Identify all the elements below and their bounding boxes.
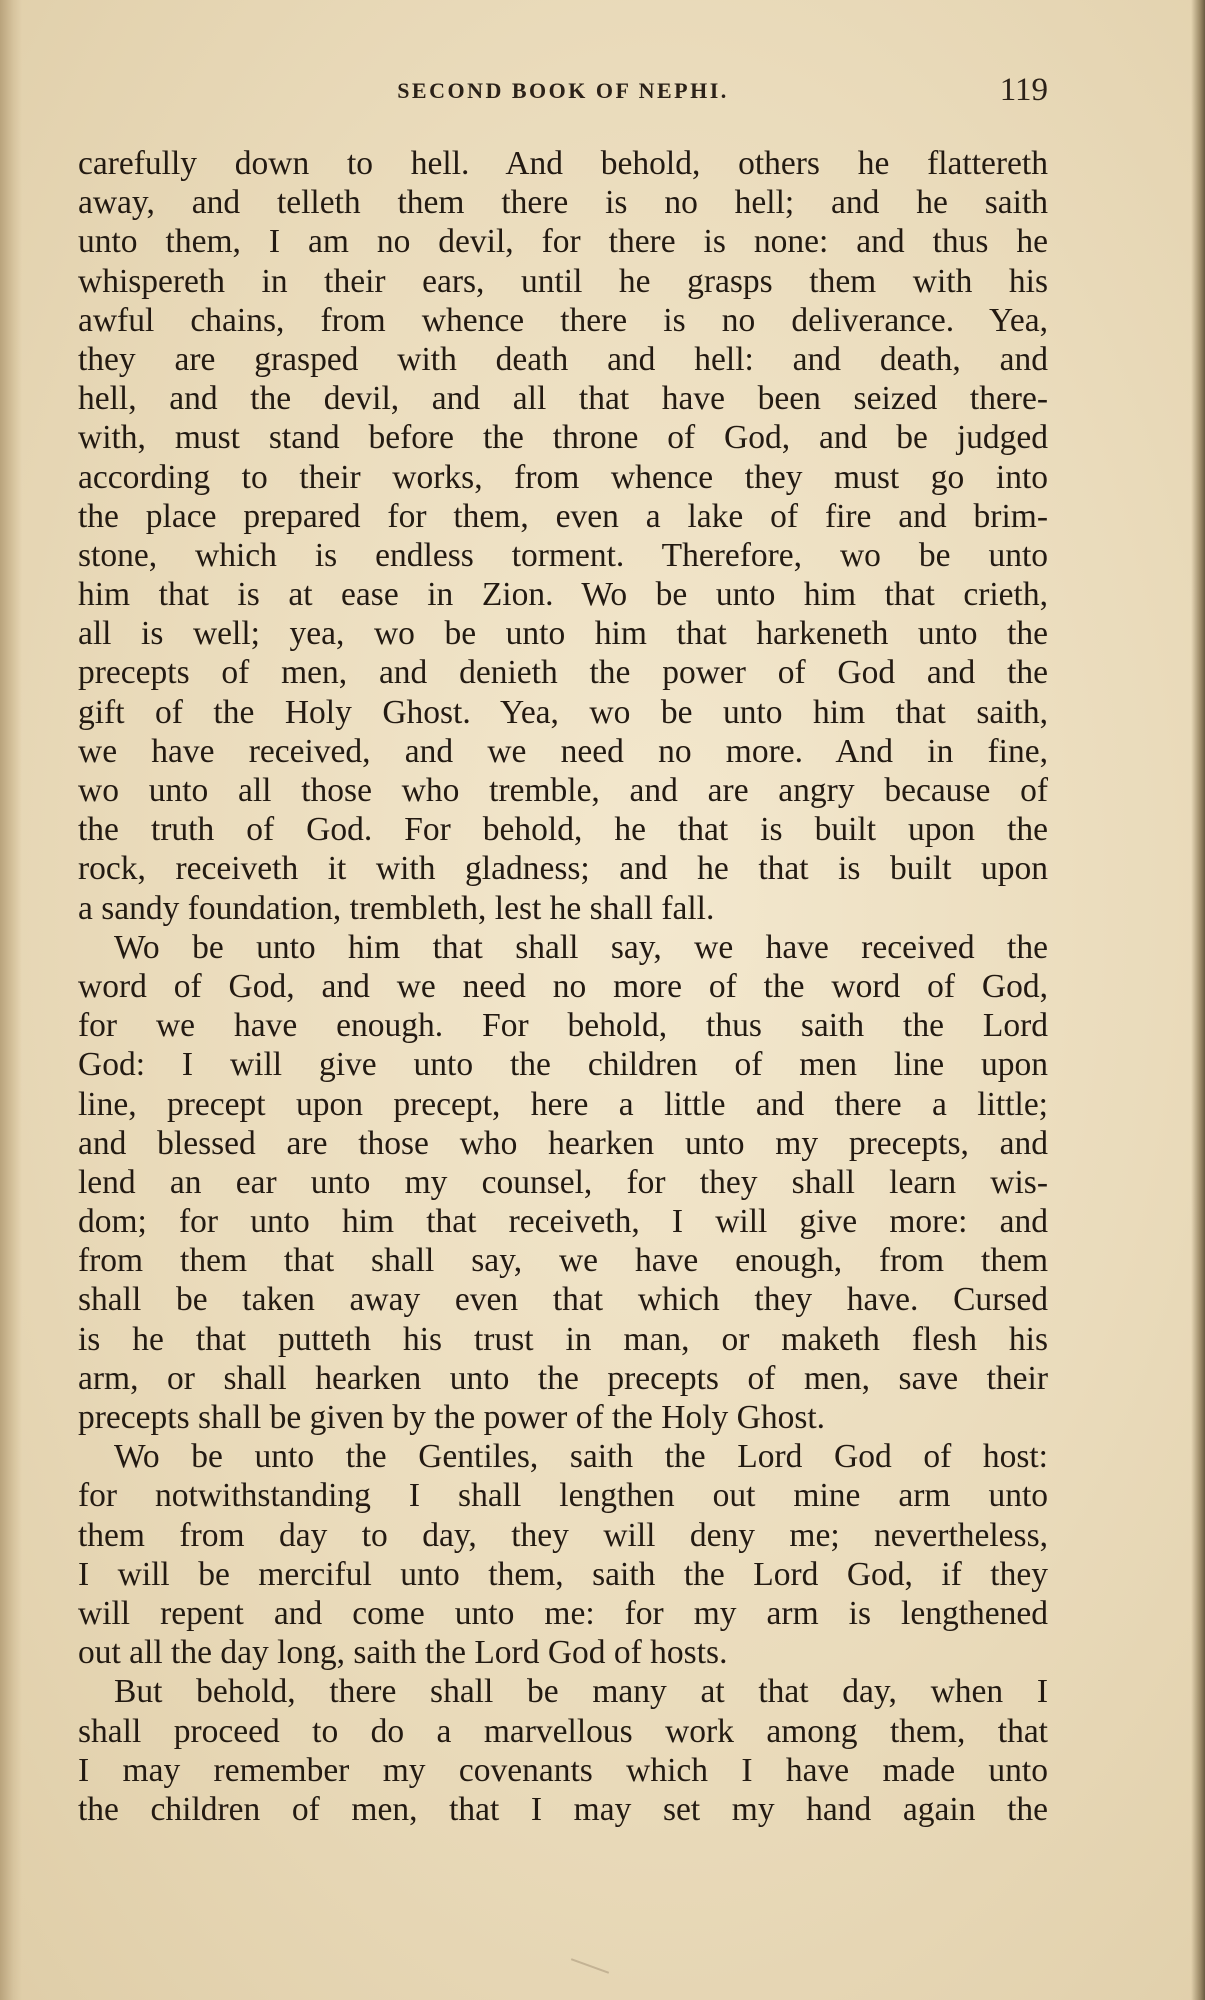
paper-blemish	[571, 1958, 609, 1974]
text-line: stone, which is endless torment. Therefore, wo be unto	[78, 536, 1048, 574]
text-line: all is well; yea, wo be unto him that harkeneth unto the	[78, 615, 1048, 653]
body-text	[78, 144, 1048, 1829]
text-line: shall proceed to do a marvellous work among them, that	[78, 1712, 1048, 1750]
text-line: the place prepared for them, even a lake of fire and brim-	[78, 497, 1048, 535]
page-right-edge	[1191, 0, 1205, 2000]
page-left-edge	[0, 0, 22, 2000]
text-line: we have received, and we need no more. And in fine,	[78, 732, 1048, 770]
text-line: whispereth in their ears, until he grasps them with his	[78, 262, 1048, 300]
text-line: out all the day long, saith the Lord God of hosts.	[78, 1634, 728, 1672]
text-line: will repent and come unto me: for my arm is lengthened	[78, 1594, 1048, 1632]
text-line: I may remember my covenants which I have made unto	[78, 1751, 1048, 1789]
text-line: for notwithstanding I shall lengthen out mine arm unto	[78, 1477, 1048, 1515]
text-line: from them that shall say, we have enough, from them	[78, 1242, 1048, 1280]
page-header	[78, 72, 1048, 118]
text-line: line, precept upon precept, here a little and there a little;	[78, 1085, 1048, 1123]
text-line: gift of the Holy Ghost. Yea, wo be unto him that saith,	[78, 693, 1048, 731]
text-line: arm, or shall hearken unto the precepts of men, save their	[78, 1359, 1048, 1397]
text-line: according to their works, from whence they must go into	[78, 458, 1048, 496]
text-line: dom; for unto him that receiveth, I will give more: and	[78, 1203, 1048, 1241]
text-line: God: I will give unto the children of men line upon	[78, 1046, 1048, 1084]
text-line: the truth of God. For behold, he that is built upon the	[78, 811, 1048, 849]
text-line: a sandy foundation, trembleth, lest he shall fall.	[78, 889, 715, 927]
running-title: SECOND BOOK OF NEPHI.	[397, 78, 729, 103]
paragraph-start-line: But behold, there shall be many at that day, when I	[114, 1673, 1048, 1711]
text-line: with, must stand before the throne of God, and be judged	[78, 419, 1048, 457]
paragraph-start-line: Wo be unto the Gentiles, saith the Lord God of host:	[114, 1438, 1048, 1476]
text-line: shall be taken away even that which they have. Cursed	[78, 1281, 1048, 1319]
text-line: awful chains, from whence there is no deliverance. Yea,	[78, 301, 1048, 339]
text-line: is he that putteth his trust in man, or maketh flesh his	[78, 1320, 1048, 1358]
text-line: wo unto all those who tremble, and are angry because of	[78, 772, 1048, 809]
text-line: away, and telleth them there is no hell; and he saith	[78, 184, 1048, 222]
text-line: carefully down to hell. And behold, others he flattereth	[78, 145, 1048, 182]
paragraph-start-line: Wo be unto him that shall say, we have received the	[114, 928, 1048, 966]
text-line: they are grasped with death and hell: and death, and	[78, 340, 1048, 378]
text-line: him that is at ease in Zion. Wo be unto him that crieth,	[78, 576, 1048, 614]
text-line: hell, and the devil, and all that have been seized there-	[78, 380, 1048, 418]
text-line: precepts shall be given by the power of the Holy Ghost.	[78, 1399, 826, 1436]
text-line: and blessed are those who hearken unto my precepts, and	[78, 1124, 1048, 1162]
text-line: rock, receiveth it with gladness; and he that is built upon	[78, 850, 1048, 888]
text-line: lend an ear unto my counsel, for they shall learn wis-	[78, 1163, 1048, 1201]
text-line: for we have enough. For behold, thus saith the Lord	[78, 1007, 1048, 1045]
text-line: unto them, I am no devil, for there is none: and thus he	[78, 223, 1048, 261]
text-line: precepts of men, and denieth the power of God and the	[78, 654, 1048, 692]
text-line: the children of men, that I may set my hand again the	[78, 1790, 1048, 1828]
text-line: word of God, and we need no more of the word of God,	[78, 967, 1048, 1005]
text-line: them from day to day, they will deny me; nevertheless,	[78, 1516, 1048, 1554]
text-line: I will be merciful unto them, saith the Lord God, if they	[78, 1555, 1048, 1593]
page-number: 119	[999, 72, 1048, 108]
